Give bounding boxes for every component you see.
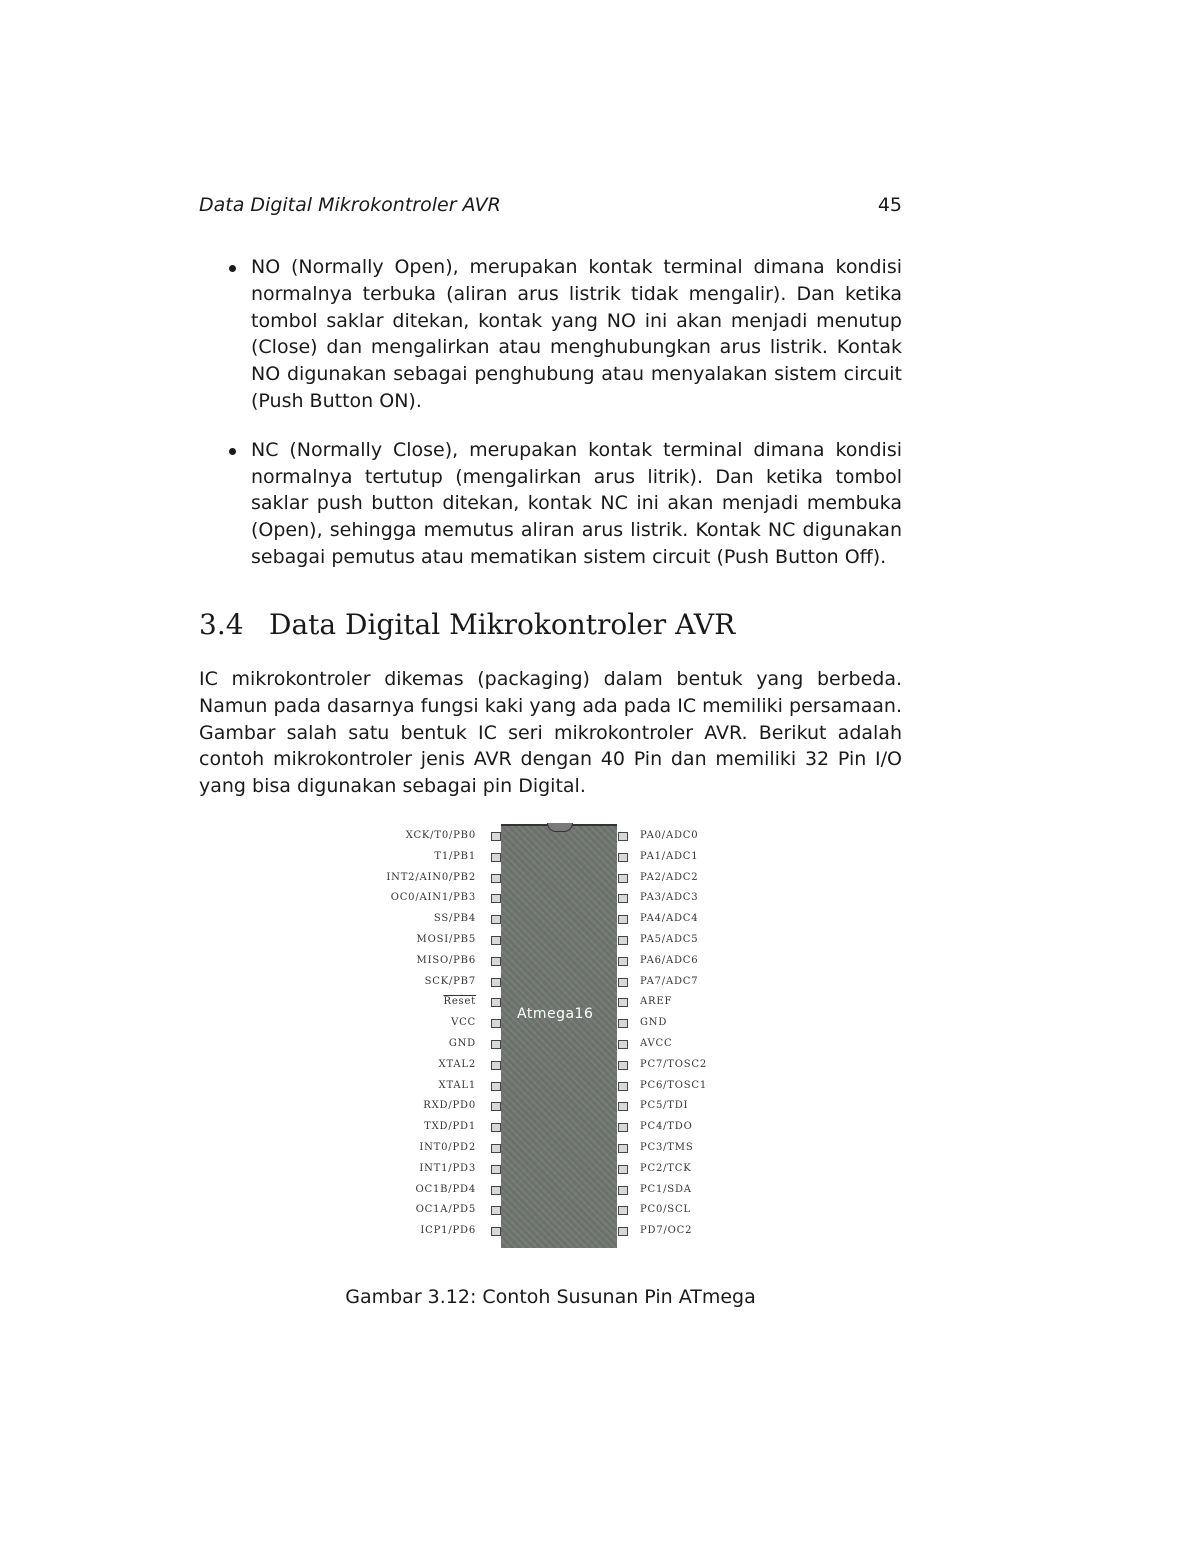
right-pin-label: PA5/ADC5 — [640, 934, 699, 945]
list-item — [229, 437, 902, 571]
left-pin-label: GND — [448, 1038, 476, 1049]
pin-terminal — [491, 1040, 501, 1049]
right-pin-label: GND — [640, 1017, 668, 1029]
pin-terminal — [491, 1019, 501, 1028]
left-pin-label: XTAL2 — [438, 1058, 476, 1070]
bullet-icon — [229, 448, 236, 455]
pin-terminal — [491, 998, 501, 1007]
right-pin-label: PA3/ADC3 — [640, 892, 699, 904]
pin-terminal — [491, 874, 501, 883]
pin-terminal — [618, 1040, 628, 1049]
right-pin-label: PC7/TOSC2 — [640, 1058, 708, 1070]
right-pin-label: PA4/ADC4 — [640, 913, 699, 925]
left-pin-label: OC1B/PD4 — [415, 1183, 476, 1195]
right-pin-label: AREF — [640, 996, 673, 1008]
left-pin-label: Reset — [443, 996, 476, 1008]
right-pin-label: PC0/SCL — [640, 1204, 691, 1216]
bullet-list — [229, 254, 902, 571]
pin-terminal — [618, 1102, 628, 1111]
section-title: Data Digital Mikrokontroler AVR — [269, 608, 736, 641]
left-pin-label: T1/PB1 — [434, 850, 476, 862]
right-pin-label: PC3/TMS — [640, 1142, 694, 1153]
left-pin-label: SCK/PB7 — [424, 975, 476, 987]
pin-terminal — [618, 874, 628, 883]
running-head — [199, 194, 902, 220]
right-pin-label: PC2/TCK — [640, 1162, 692, 1174]
pin-terminal — [618, 832, 628, 841]
running-title: Data Digital Mikrokontroler AVR — [199, 194, 501, 216]
left-pin-label: OC0/AIN1/PB3 — [390, 892, 476, 904]
list-item — [229, 254, 902, 415]
right-pin-label: PA0/ADC0 — [640, 830, 699, 841]
chip-notch — [547, 823, 573, 832]
pin-terminal — [618, 1227, 628, 1236]
left-pin-label: VCC — [451, 1017, 476, 1029]
bullet-icon — [229, 265, 236, 272]
left-pin-label: INT1/PD3 — [419, 1162, 476, 1174]
left-pin-label: SS/PB4 — [433, 913, 476, 925]
pin-terminal — [491, 1144, 501, 1153]
pin-terminal — [491, 1186, 501, 1195]
bullet-text: NO (Normally Open), merupakan kontak terminal dimana kondisi normalnya terbuka (aliran arus listrik tidak mengalir). Dan ketika tombol saklar ditekan, kontak yang NO ini akan menjadi menutup (Close) dan mengalirkan atau menghubungkan arus listrik. Kontak NO digunakan sebagai penghubung atau menyalakan sistem circuit (Push Button ON). — [251, 256, 902, 412]
left-pin-label: ICP1/PD6 — [420, 1225, 476, 1237]
pin-terminal — [491, 1165, 501, 1174]
left-pin-label: XCK/T0/PB0 — [405, 830, 476, 841]
pin-terminal — [491, 1082, 501, 1091]
pinout-figure — [360, 824, 730, 1254]
right-pin-label: PA2/ADC2 — [640, 871, 699, 883]
figure-caption: Gambar 3.12: Contoh Susunan Pin ATmega — [345, 1286, 756, 1308]
pin-terminal — [618, 1186, 628, 1195]
right-pin-label: PC1/SDA — [640, 1183, 692, 1195]
pin-terminal — [618, 1165, 628, 1174]
right-pin-label: PA7/ADC7 — [640, 975, 699, 987]
body-paragraph: IC mikrokontroler dikemas (packaging) dalam bentuk yang berbeda. Namun pada dasarnya fungsi kaki yang ada pada IC memiliki persamaan. Gambar salah satu bentuk IC seri mikrokontroler AVR. Berikut adalah contoh mikrokontroler jenis AVR dengan 40 Pin dan memiliki 32 Pin I/O yang bisa digunakan sebagai pin Digital. — [199, 668, 902, 798]
pin-terminal — [618, 1019, 628, 1028]
left-pin-label: TXD/PD1 — [424, 1121, 476, 1133]
pin-terminal — [618, 853, 628, 862]
pin-terminal — [491, 1102, 501, 1111]
right-pin-label: PA1/ADC1 — [640, 850, 699, 862]
pin-terminal — [618, 957, 628, 966]
left-pin-label: INT0/PD2 — [419, 1142, 476, 1153]
pin-terminal — [618, 1061, 628, 1070]
pin-terminal — [491, 894, 501, 903]
section-number: 3.4 — [199, 608, 244, 641]
bullet-text: NC (Normally Close), merupakan kontak terminal dimana kondisi normalnya tertutup (mengalirkan arus litrik). Dan ketika tombol saklar push button ditekan, kontak NC ini akan menjadi membuka (Open), sehingga memutus aliran arus listrik. Kontak NC digunakan sebagai pemutus atau mematikan sistem circuit (Push Button Off). — [251, 438, 902, 568]
right-pin-label: PC5/TDI — [640, 1100, 689, 1112]
pin-terminal — [491, 1227, 501, 1236]
right-pin-label: PC4/TDO — [640, 1121, 693, 1133]
section-heading — [199, 608, 902, 641]
right-pin-label: AVCC — [640, 1038, 673, 1049]
left-pin-label: RXD/PD0 — [423, 1100, 476, 1112]
pin-terminal — [491, 1123, 501, 1132]
left-pin-label: OC1A/PD5 — [415, 1204, 476, 1216]
right-pin-label: PD7/OC2 — [640, 1225, 693, 1237]
pin-terminal — [491, 978, 501, 987]
right-pin-label: PA6/ADC6 — [640, 954, 699, 966]
right-pin-label: PC6/TOSC1 — [640, 1079, 708, 1091]
page-number: 45 — [877, 194, 902, 216]
pin-terminal — [618, 936, 628, 945]
pin-terminal — [618, 1082, 628, 1091]
pin-terminal — [618, 978, 628, 987]
pin-terminal — [491, 832, 501, 841]
pin-terminal — [491, 915, 501, 924]
pin-terminal — [618, 1144, 628, 1153]
left-pin-label: MOSI/PB5 — [416, 934, 476, 945]
pin-terminal — [618, 1123, 628, 1132]
ic-chip — [501, 824, 617, 1248]
pin-terminal — [491, 853, 501, 862]
pin-terminal — [618, 998, 628, 1007]
left-pin-label: XTAL1 — [438, 1079, 476, 1091]
pin-terminal — [491, 936, 501, 945]
left-pin-label: INT2/AIN0/PB2 — [386, 871, 476, 883]
pin-terminal — [618, 915, 628, 924]
left-pin-label: MISO/PB6 — [416, 954, 476, 966]
pin-terminal — [491, 1206, 501, 1215]
pin-terminal — [618, 894, 628, 903]
chip-name: Atmega16 — [517, 1006, 594, 1022]
pin-terminal — [618, 1206, 628, 1215]
pin-terminal — [491, 1061, 501, 1070]
pin-terminal — [491, 957, 501, 966]
